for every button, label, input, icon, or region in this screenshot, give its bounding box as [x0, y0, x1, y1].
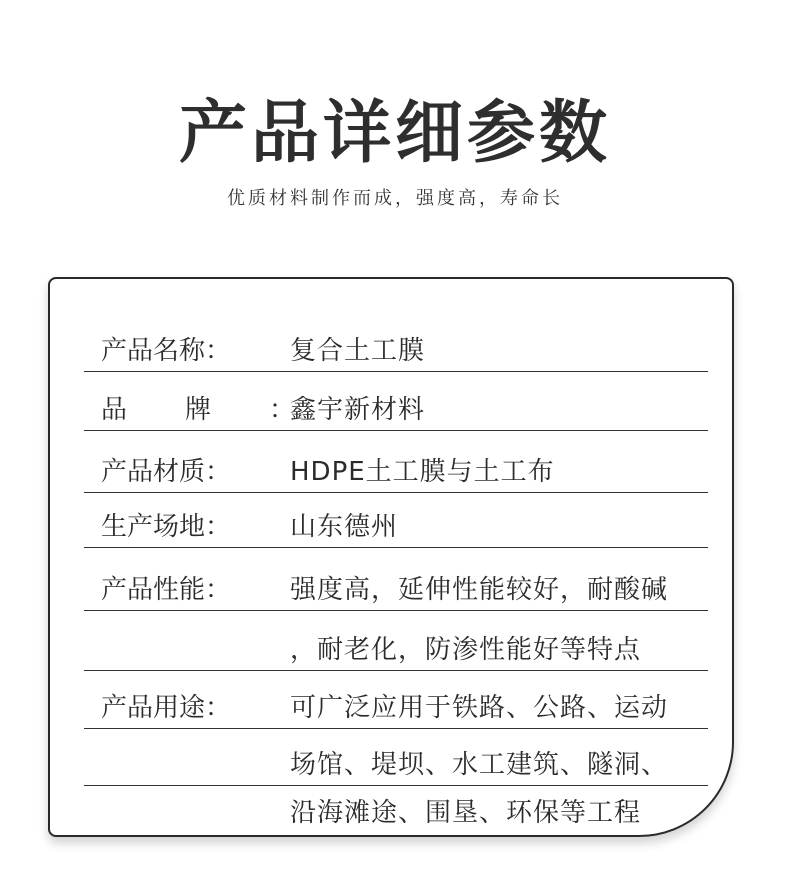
- page-subtitle: 优质材料制作而成，强度高，寿命长: [227, 188, 563, 209]
- spec-row-performance-cont: [84, 611, 708, 671]
- spec-value-usage-cont-2: 沿海滩途、围垦、环保等工程: [290, 798, 642, 828]
- spec-row-origin: [84, 493, 708, 548]
- spec-row-usage-cont-2: [84, 786, 708, 831]
- page-title: 产品详细参数: [178, 94, 611, 173]
- spec-value-usage-cont-1: 场馆、堤坝、水工建筑、隧洞、: [290, 750, 669, 780]
- spec-label-brand: 品牌：: [101, 395, 296, 425]
- spec-row-product-name: [84, 329, 708, 372]
- spec-value-performance: 强度高，延伸性能较好，耐酸碱: [290, 575, 669, 605]
- spec-value-brand: 鑫宇新材料: [290, 395, 426, 425]
- spec-value-performance-cont: ，耐老化，防渗性能好等特点: [290, 635, 642, 665]
- spec-row-usage: [84, 671, 708, 729]
- spec-value-usage: 可广泛应用于铁路、公路、运动: [290, 693, 669, 723]
- spec-row-material: [84, 431, 708, 493]
- spec-label-origin: 生产场地：: [101, 512, 232, 542]
- spec-row-brand: [84, 372, 708, 431]
- spec-value-material: HDPE土工膜与土工布: [290, 457, 555, 487]
- spec-label-performance: 产品性能：: [101, 575, 232, 605]
- spec-label-product-name: 产品名称：: [101, 336, 232, 366]
- spec-value-product-name: 复合土工膜: [290, 336, 426, 366]
- spec-value-origin: 山东德州: [290, 512, 399, 542]
- spec-row-usage-cont-1: [84, 729, 708, 786]
- spec-row-performance: [84, 548, 708, 611]
- spec-card: [48, 277, 734, 837]
- spec-label-material: 产品材质：: [101, 457, 232, 487]
- spec-label-usage: 产品用途：: [101, 693, 232, 723]
- spec-table: [50, 279, 732, 835]
